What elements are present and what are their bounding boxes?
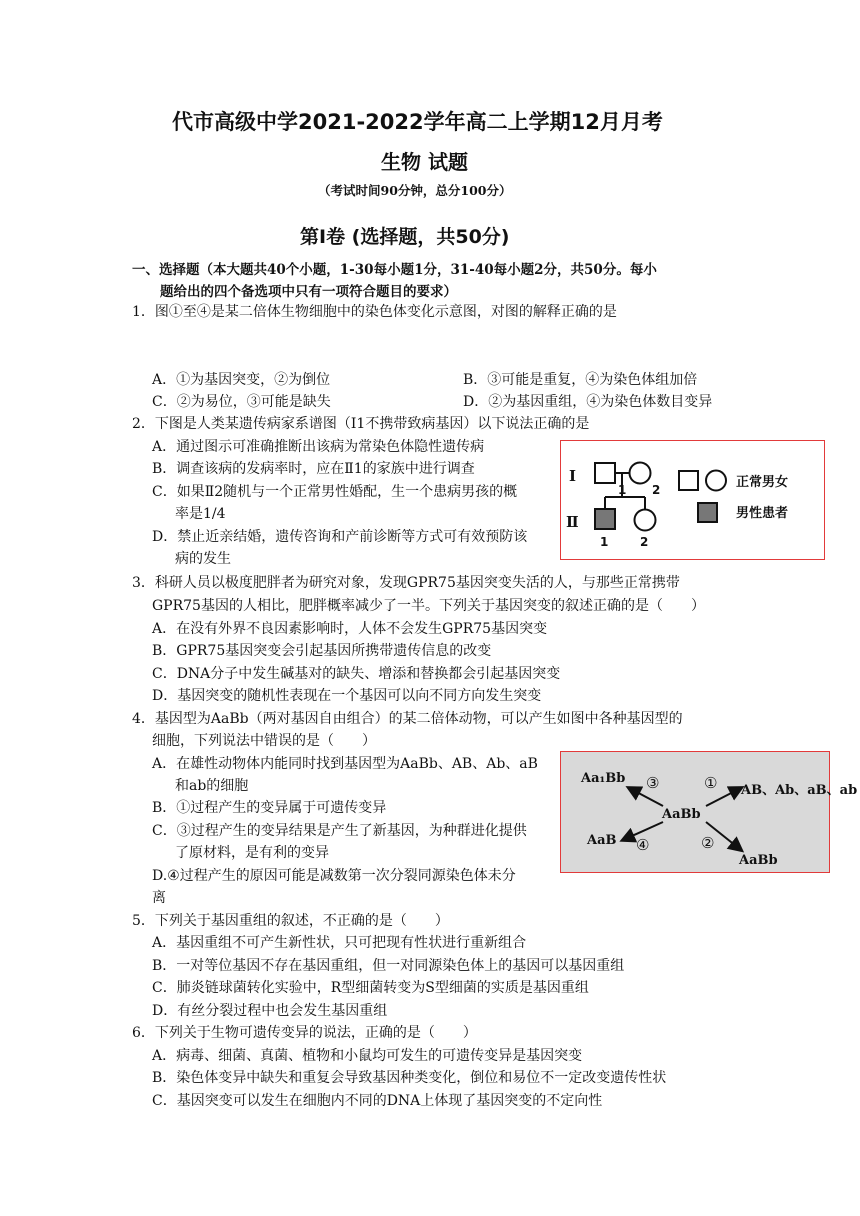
legend-female-normal xyxy=(706,471,726,491)
q3-option-b: B．GPR75基因突变会引起基因所携带遗传信息的改变 xyxy=(152,643,492,659)
q2-stem: 2．下图是人类某遗传病家系谱图（Ⅰ1不携带致病基因）以下说法正确的是 xyxy=(132,416,590,432)
q6-option-b: B．染色体变异中缺失和重复会导致基因种类变化，倒位和易位不一定改变遗传性状 xyxy=(152,1070,667,1086)
q3-option-c: C．DNA分子中发生碱基对的缺失、增添和替换都会引起基因突变 xyxy=(152,666,561,682)
q5-option-c: C．肺炎链球菌转化实验中，R型细菌转变为S型细菌的实质是基因重组 xyxy=(152,980,589,996)
section-title: 第Ⅰ卷 (选择题，共50分) xyxy=(300,226,510,248)
legend-normal-label: 正常男女 xyxy=(736,475,789,490)
q2-option-b: B．调查该病的发病率时，应在Ⅱ1的家族中进行调查 xyxy=(152,461,475,477)
q2-option-a: A．通过图示可准确推断出该病为常染色体隐性遗传病 xyxy=(152,439,485,455)
q1-option-b: B．③可能是重复，④为染色体组加倍 xyxy=(463,372,698,388)
q5-option-a: A．基因重组不可产生新性状，只可把现有性状进行重新组合 xyxy=(152,935,527,951)
q2-option-d: D．禁止近亲结婚，遗传咨询和产前诊断等方式可有效预防该 xyxy=(152,529,528,545)
q5-stem: 5．下列关于基因重组的叙述，不正确的是（ ） xyxy=(132,913,449,929)
q4-option-b: B．①过程产生的变异属于可遗传变异 xyxy=(152,800,387,816)
q2-option-c-cont: 率是1/4 xyxy=(175,506,226,522)
q5-option-d: D．有丝分裂过程中也会发生基因重组 xyxy=(152,1003,388,1019)
gen2-number-2: 2 xyxy=(640,535,649,549)
exam-title: 代市高级中学2021-2022学年高二上学期12月月考 xyxy=(172,110,663,134)
q4-option-d-cont: 离 xyxy=(152,890,166,906)
q4-option-c-cont: 了原材料，是有利的变异 xyxy=(175,845,329,861)
exam-subtitle: 生物 试题 xyxy=(381,150,468,174)
q3-stem-line1: 3．科研人员以极度肥胖者为研究对象，发现GPR75基因突变失活的人，与那些正常携带 xyxy=(132,575,680,591)
q3-stem-line2: GPR75基因的人相比，肥胖概率减少了一半。下列关于基因突变的叙述正确的是（ ） xyxy=(152,598,705,614)
q1-stem: 1．图①至④是某二倍体生物细胞中的染色体变化示意图，对图的解释正确的是 xyxy=(132,304,617,320)
process-1-label: ① xyxy=(704,774,718,792)
gen2-number-1: 1 xyxy=(600,535,609,549)
process-2-label: ② xyxy=(701,834,715,852)
genotype-center: AaBb xyxy=(662,807,701,822)
q4-stem-line2: 细胞，下列说法中错误的是（ ） xyxy=(152,733,376,749)
process-3-label: ③ xyxy=(646,774,660,792)
q4-option-d: D.④过程产生的原因可能是减数第一次分裂同源染色体未分 xyxy=(152,868,516,884)
section-instructions-line1: 一、选择题（本大题共40个小题，1-30每小题1分，31-40每小题2分，共50分。每小 xyxy=(132,262,657,278)
q4-option-a-cont: 和ab的细胞 xyxy=(175,778,249,794)
q5-option-b: B．一对等位基因不存在基因重组，但一对同源染色体上的基因可以基因重组 xyxy=(152,958,625,974)
q3-option-a: A．在没有外界不良因素影响时，人体不会发生GPR75基因突变 xyxy=(152,621,548,637)
q3-option-d: D．基因突变的随机性表现在一个基因可以向不同方向发生突变 xyxy=(152,688,542,704)
genotype-top-right: AB、Ab、aB、ab xyxy=(741,783,858,798)
genotype-top-left: Aa₁Bb xyxy=(581,771,626,786)
gen1-number-1: 1 xyxy=(618,483,627,497)
genotype-bottom-right: AaBb xyxy=(739,853,778,868)
genotype-figure xyxy=(560,751,858,873)
legend-patient-label: 男性患者 xyxy=(736,506,789,521)
q2-option-d-cont: 病的发生 xyxy=(175,551,231,567)
genotype-bottom-left: AaB xyxy=(587,833,617,848)
q4-option-c: C．③过程产生的变异结果是产生了新基因，为种群进化提供 xyxy=(152,823,527,839)
process-4-label: ④ xyxy=(636,836,650,854)
q4-option-a: A．在雄性动物体内能同时找到基因型为AaBb、AB、Ab、aB xyxy=(152,756,538,772)
gen1-male-normal xyxy=(595,463,615,483)
section-instructions-line2: 题给出的四个备选项中只有一项符合题目的要求） xyxy=(160,284,457,300)
q6-option-a: A．病毒、细菌、真菌、植物和小鼠均可发生的可遗传变异是基因突变 xyxy=(152,1048,583,1064)
gen1-female-normal xyxy=(630,463,651,484)
q2-option-c: C．如果Ⅱ2随机与一个正常男性婚配，生一个患病男孩的概 xyxy=(152,484,518,500)
legend-male-normal xyxy=(679,471,698,490)
gen2-male-patient xyxy=(595,509,615,529)
gen2-female-normal xyxy=(635,510,656,531)
q1-option-a: A．①为基因突变，②为倒位 xyxy=(152,372,331,388)
legend-male-patient xyxy=(698,503,717,522)
q6-stem: 6．下列关于生物可遗传变异的说法，正确的是（ ） xyxy=(132,1025,477,1041)
q1-option-c: C．②为易位，③可能是缺失 xyxy=(152,394,331,410)
q6-option-c: C．基因突变可以发生在细胞内不同的DNA上体现了基因突变的不定向性 xyxy=(152,1093,603,1109)
q4-stem-line1: 4．基因型为AaBb（两对基因自由组合）的某二倍体动物，可以产生如图中各种基因型的 xyxy=(132,711,683,727)
gen1-number-2: 2 xyxy=(652,483,661,497)
pedigree-figure xyxy=(560,440,825,560)
generation-label-1: Ⅰ xyxy=(569,467,577,485)
generation-label-2: Ⅱ xyxy=(566,513,579,531)
exam-info: （考试时间90分钟，总分100分） xyxy=(318,183,512,198)
q1-option-d: D．②为基因重组，④为染色体数目变异 xyxy=(463,394,713,410)
